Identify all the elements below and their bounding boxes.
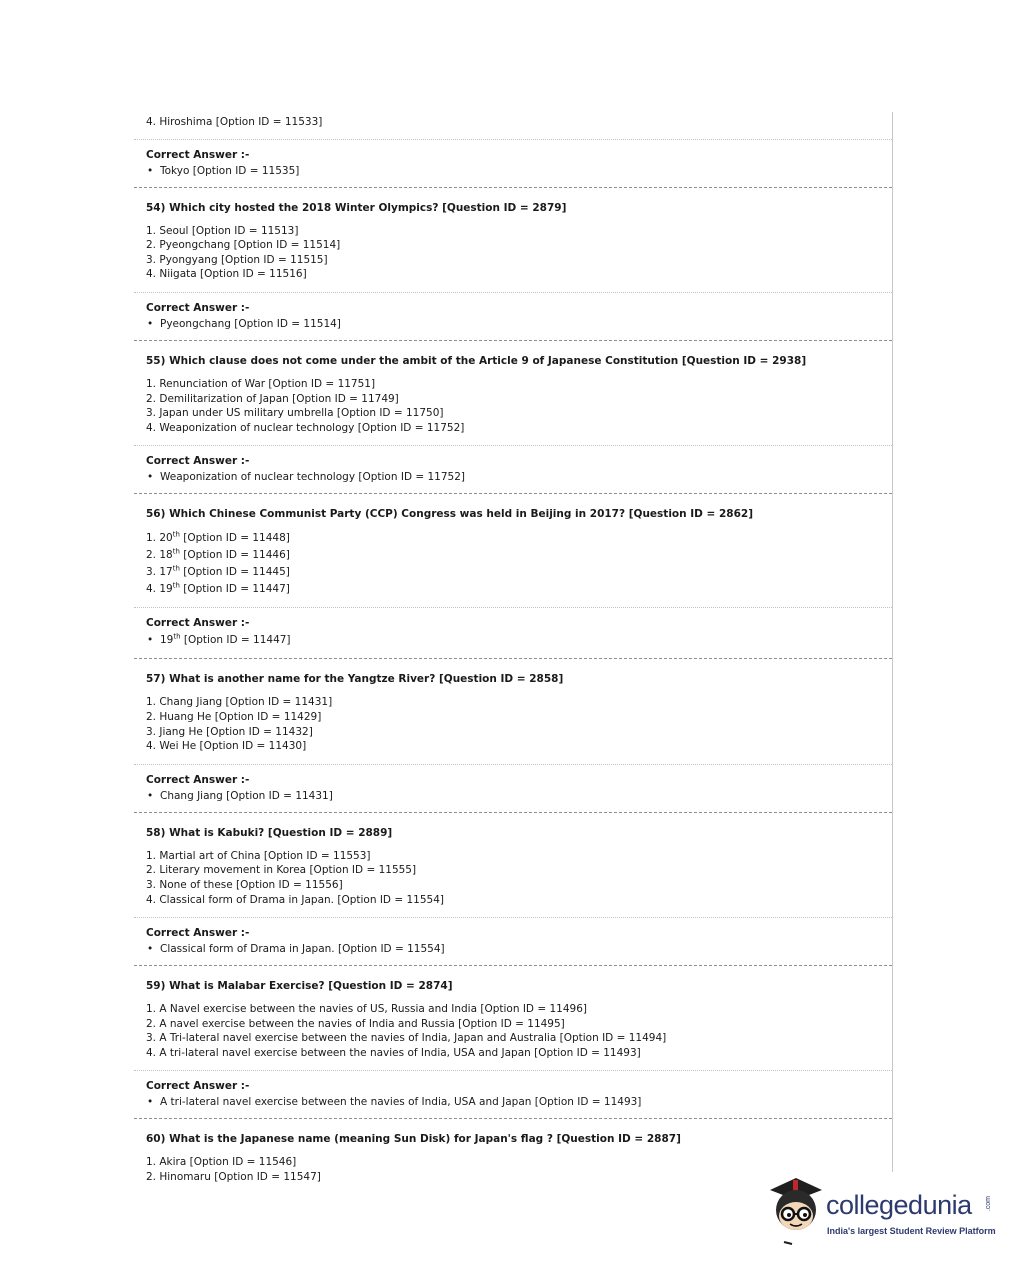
question-53-answer [134,140,892,188]
option-line: 3. Pyongyang [Option ID = 11515] [146,253,328,266]
question-58 [134,813,892,918]
option-line: 3. None of these [Option ID = 11556] [146,878,343,891]
correct-answer: • A tri-lateral navel exercise between the navies of India, USA and Japan [Option ID = 11493] [147,1096,642,1109]
correct-answer: • Tokyo [Option ID = 11535] [147,164,300,177]
question-title: 60) What is the Japanese name (meaning Sun Disk) for Japan's flag ? [Question ID = 2887] [146,1133,681,1146]
question-title: 54) Which city hosted the 2018 Winter Olympics? [Question ID = 2879] [146,201,567,214]
question-58-answer [134,918,892,966]
bullet-icon: • [147,789,154,802]
question-54 [134,188,892,293]
question-59-answer [134,1071,892,1119]
question-title: 58) What is Kabuki? [Question ID = 2889] [146,826,393,839]
bullet-icon: • [147,317,154,330]
correct-answer-label: Correct Answer :- [146,455,250,468]
correct-answer: • Classical form of Drama in Japan. [Option ID = 11554] [147,943,445,956]
option-list [146,849,892,917]
question-59 [134,966,892,1071]
brand-tagline: India's largest Student Review Platform [827,1226,996,1236]
option-list [146,224,892,292]
brand-suffix: .com [985,1196,992,1212]
correct-answer-label: Correct Answer :- [146,301,250,314]
option-list [146,530,892,607]
bullet-icon: • [147,471,154,484]
option-line: 4. Classical form of Drama in Japan. [Option ID = 11554] [146,893,444,906]
option-line: 2. Pyeongchang [Option ID = 11514] [146,239,341,252]
option-line: 1. Akira [Option ID = 11546] [146,1156,297,1169]
option-line: 4. Niigata [Option ID = 11516] [146,268,307,281]
question-paper [134,112,893,1184]
question-55-answer [134,446,892,494]
brand-name: collegedunia [826,1190,972,1220]
option-line: 3. Jiang He [Option ID = 11432] [146,725,313,738]
correct-answer: • Chang Jiang [Option ID = 11431] [147,789,333,802]
option-line: 2. Huang He [Option ID = 11429] [146,710,322,723]
option-list [146,695,892,763]
question-55 [134,341,892,446]
correct-answer: • Weaponization of nuclear technology [Option ID = 11752] [147,471,465,484]
option-line: 4. A tri-lateral navel exercise between the navies of India, USA and Japan [Option ID = 11493] [146,1046,641,1059]
bullet-icon: • [147,634,154,647]
correct-answer: • 19th [Option ID = 11447] [146,632,892,658]
question-title: 57) What is another name for the Yangtze River? [Question ID = 2858] [146,673,564,686]
option-list [146,377,892,445]
question-title: 55) Which clause does not come under the ambit of the Article 9 of Japanese Constitution [Question ID = 2938] [146,354,807,367]
option-line: 2. Literary movement in Korea [Option ID = 11555] [146,864,417,877]
option-line: 2. Hinomaru [Option ID = 11547] [146,1171,321,1184]
option-list [146,1002,892,1070]
correct-answer-label: Correct Answer :- [146,927,250,940]
mascot-icon [766,1174,826,1250]
option-line: 1. 20th [Option ID = 11448] [146,530,290,545]
option-line: 1. Chang Jiang [Option ID = 11431] [146,696,333,709]
option-line: 1. A Navel exercise between the navies of US, Russia and India [Option ID = 11496] [146,1003,587,1016]
bullet-icon: • [147,1096,154,1109]
option-line: 2. A navel exercise between the navies of India and Russia [Option ID = 11495] [146,1017,565,1030]
question-56-answer [134,608,892,659]
question-54-answer [134,293,892,341]
question-53-options [134,112,892,140]
correct-answer: • Pyeongchang [Option ID = 11514] [147,317,341,330]
collegedunia-logo[interactable] [766,1174,996,1254]
option-line: 1. Martial art of China [Option ID = 11553] [146,849,371,862]
question-57 [134,659,892,764]
option-line: 3. A Tri-lateral navel exercise between the navies of India, Japan and Australia [Option ID = 11494] [146,1032,667,1045]
option-line: 2. Demilitarization of Japan [Option ID = 11749] [146,392,399,405]
option-line: 3. Japan under US military umbrella [Option ID = 11750] [146,407,444,420]
correct-answer-label: Correct Answer :- [146,617,250,630]
bullet-icon: • [147,943,154,956]
option-line: 4. Weaponization of nuclear technology [Option ID = 11752] [146,421,465,434]
option-line: 1. Seoul [Option ID = 11513] [146,224,299,237]
question-57-answer [134,765,892,813]
correct-answer-label: Correct Answer :- [146,148,250,161]
question-title: 59) What is Malabar Exercise? [Question ID = 2874] [146,980,453,993]
question-56 [134,494,892,608]
option-line: 3. 17th [Option ID = 11445] [146,564,290,579]
option-line: 1. Renunciation of War [Option ID = 11751] [146,377,376,390]
correct-answer-label: Correct Answer :- [146,1080,250,1093]
option-line: 2. 18th [Option ID = 11446] [146,547,290,562]
question-title: 56) Which Chinese Communist Party (CCP) Congress was held in Beijing in 2017? [Question ID = 2862] [146,508,754,521]
option-line: 4. Hiroshima [Option ID = 11533] [146,116,323,128]
correct-answer-label: Correct Answer :- [146,773,250,786]
bullet-icon: • [147,164,154,177]
option-line: 4. 19th [Option ID = 11447] [146,581,290,596]
option-line: 4. Wei He [Option ID = 11430] [146,740,307,753]
